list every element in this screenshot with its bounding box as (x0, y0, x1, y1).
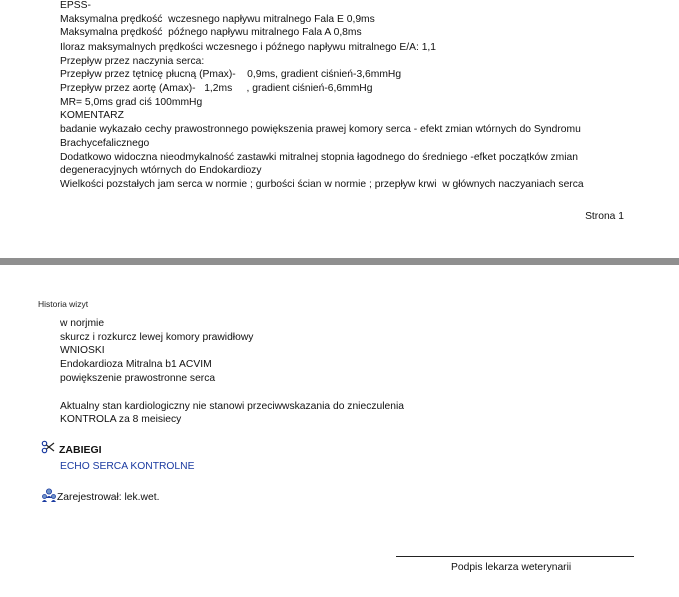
page-separator (0, 258, 679, 265)
text-line: Maksymalna prędkość wczesnego napływu mitralnego Fala E 0,9ms (60, 14, 375, 25)
text-line: Brachycefalicznego (60, 138, 150, 149)
text-line: Maksymalna prędkość późnego napływu mitralnego Fala A 0,8ms (60, 27, 362, 38)
text-line: Przepływ przez aortę (Amax)- 1,2ms , gradient ciśnień-6,6mmHg (60, 83, 373, 94)
text-line: EPSS- (60, 0, 91, 11)
page-number: Strona 1 (585, 211, 624, 222)
text-line: Przepływ przez tętnicę płucną (Pmax)- 0,9ms, gradient ciśnień-3,6mmHg (60, 69, 402, 80)
signature-label: Podpis lekarza weterynarii (451, 562, 572, 573)
text-line: badanie wykazało cechy prawostronnego powiększenia prawej komory serca - efekt zmian wtórnych do Syndromu (60, 124, 581, 135)
registered-by: Zarejestrował: lek.wet. (57, 492, 160, 503)
user-group-icon (41, 488, 57, 507)
text-line: WNIOSKI (60, 345, 105, 356)
history-header: Historia wizyt (38, 299, 89, 309)
text-line: Iloraz maksymalnych prędkości wczesnego i późnego napływu mitralnego E/A: 1,1 (60, 42, 437, 53)
text-line: skurcz i rozkurcz lewej komory prawidłowy (60, 332, 254, 343)
text-line: Aktualny stan kardiologiczny nie stanowi przeciwwskazania do znieczulenia (60, 401, 404, 412)
text-line: KONTROLA za 8 meisiecy (60, 414, 182, 425)
text-line: MR= 5,0ms grad ciś 100mmHg (60, 97, 203, 108)
signature-line (396, 556, 634, 557)
scissors-icon (41, 440, 55, 459)
text-line: Wielkości pozstałych jam serca w normie ; gurbości ścian w normie ; przepływ krwi w głównych naczyaniach serca (60, 179, 584, 190)
text-line: w norjmie (60, 318, 105, 329)
procedures-title: ZABIEGI (59, 444, 102, 456)
text-line: degeneracyjnych wtórnych do Endokardiozy (60, 165, 262, 176)
text-line: Endokardioza Mitralna b1 ACVIM (60, 359, 212, 370)
procedure-item: ECHO SERCA KONTROLNE (60, 461, 195, 472)
text-line: powiększenie prawostronne serca (60, 373, 216, 384)
text-line: KOMENTARZ (60, 110, 124, 121)
text-line: Przepływ przez naczynia serca: (60, 56, 205, 67)
text-line: Dodatkowo widoczna nieodmykalność zastawki mitralnej stopnia łagodnego do średniego -efket początków zmian (60, 152, 578, 163)
